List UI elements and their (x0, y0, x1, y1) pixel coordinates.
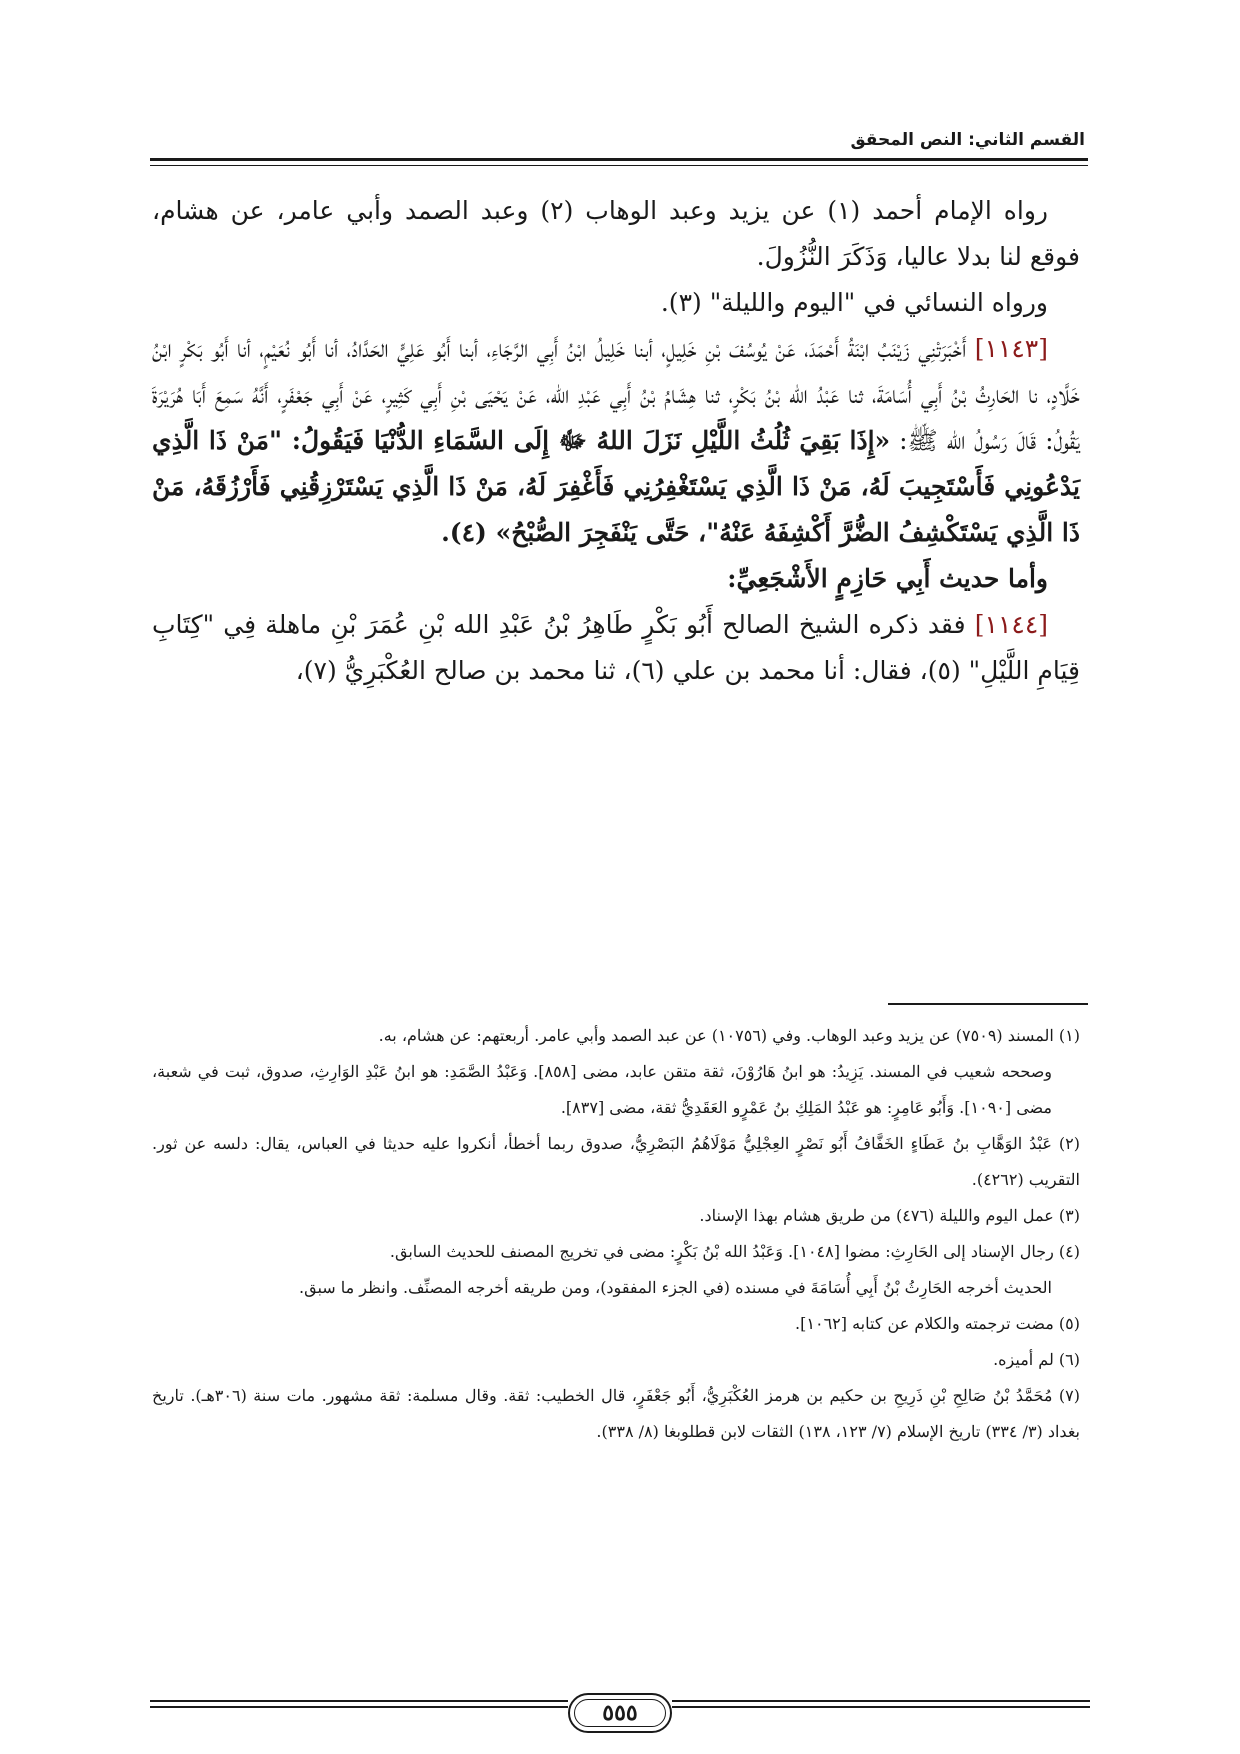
main-text (152, 188, 1080, 694)
hadith-number-1143: [١١٤٣] (974, 334, 1048, 363)
footnote-7: (٧) مُحَمَّدُ بْنُ صَالِحِ بْنِ ذَرِيحِ بن حكيم بن هرمز العُكْبَرِيُّ، أَبُو جَعْفَرٍ، قال الخطيب: ثقة. وقال مسلمة: ثقة مشهور. مات سنة (٣٠٦هـ). تاريخ بغداد (٣/ ٣٣٤) تاريخ الإسلام (٧/ ١٢٣، ١٣٨) الثقات لابن قطلوبغا (٨/ ٣٣٨). (152, 1386, 1081, 1441)
footer-rule-left-2 (150, 1706, 568, 1708)
isnad-1144: فقد ذكره الشيخ الصالح أَبُو بَكْرٍ طَاهِرُ بْنُ عَبْدِ الله بْنِ عُمَرَ بْنِ ماهلة فِي "كِتَابِ قِيَامِ اللَّيْلِ" (٥)، فقال: أنا محمد بن علي (٦)، ثنا محمد بن صالح العُكْبَرِيُّ (٧)، (152, 610, 1080, 685)
running-header: القسم الثاني: النص المحقق (850, 130, 1085, 150)
footnote-4-cont: الحديث أخرجه الحَارِثُ بْنُ أَبِي أُسَامَةَ في مسنده (في الجزء المفقود)، ومن طريقه أخرجه المصنِّف. وانظر ما سبق. (299, 1278, 1052, 1297)
page-number (568, 1693, 672, 1733)
hadith-number-1144: [١١٤٤] (974, 610, 1049, 639)
hadith-text-1143: «إِذَا بَقِيَ ثُلُثُ اللَّيْلِ نَزَلَ اللهُ ﷻ إِلَى السَّمَاءِ الدُّنْيَا فَيَقُولُ: "مَنْ ذَا الَّذِي يَدْعُونِي فَأَسْتَجِيبَ لَهُ، مَنْ ذَا الَّذِي يَسْتَغْفِرُنِي فَأَغْفِرَ لَهُ، مَنْ ذَا الَّذِي يَسْتَرْزِقُنِي فَأَرْزُقَهُ، مَنْ ذَا الَّذِي يَسْتَكْشِفُ الضُّرَّ أَكْشِفَهُ عَنْهُ"، حَتَّى يَنْفَجِرَ الصُّبْحُ» (٤). (152, 426, 1080, 547)
footnote-separator (888, 1003, 1088, 1005)
page-number-text: ٥٥٥ (602, 1700, 638, 1726)
footnotes (152, 1018, 1080, 1450)
footnote-5: (٥) مضت ترجمته والكلام عن كتابه [١٠٦٢]. (795, 1314, 1080, 1333)
paragraph-2: ورواه النسائي في "اليوم والليلة" (٣). (660, 288, 1048, 317)
footnote-2: (٢) عَبْدُ الوَهَّابِ بنُ عَطَاءٍ الخَفَّافُ أَبُو نَصْرٍ العِجْلِيُّ مَوْلَاهُمُ البَصْرِيُّ، صدوق ربما أخطأ، أنكروا عليه حديثا في العباس، يقال: دلسه عن ثور. التقريب (٤٢٦٢). (152, 1134, 1080, 1189)
section-heading: وأما حديث أَبِي حَازِمٍ الأَشْجَعِيِّ: (727, 564, 1048, 593)
footer-rule-right-2 (672, 1706, 1090, 1708)
footnote-1: (١) المسند (٧٥٠٩) عن يزيد وعبد الوهاب. وفي (١٠٧٥٦) عن عبد الصمد وأبي عامر. أربعتهم: عن هشام، به. (378, 1026, 1080, 1045)
isnad-1143: أَخْبَرَتْنِي زَيْنَبُ ابْنَةُ أَحْمَدَ، عَنْ يُوسُفَ بْنِ خَلِيلٍ، أبنا خَلِيلُ ابْنُ أَبِي الرَّجَاءِ، أبنا أَبُو عَلِيٍّ الحَدَّادُ، أنا أَبُو نُعَيْمٍ، أنا أَبُو بَكْرٍ ابْنُ خَلَّادٍ، نا الحَارِثُ بْنُ أَبِي أُسَامَةَ، ثنا عَبْدُ الله بْنُ بَكْرٍ، ثنا هِشَامُ بْنُ أَبِي عَبْدِ الله، عَنْ يَحْيَى بْنِ أَبِي كَثِيرٍ، عَنْ أَبِي جَعْفَرٍ، أَنَّهُ سَمِعَ أَبَا هُرَيْرَةَ يَقُولُ: قَالَ رَسُولُ الله ﷺ: (152, 334, 1081, 455)
footnote-3: (٣) عمل اليوم والليلة (٤٧٦) من طريق هشام بهذا الإسناد. (699, 1206, 1080, 1225)
footnote-4: (٤) رجال الإسناد إلى الحَارِثِ: مضوا [١٠٤٨]. وَعَبْدُ الله بْنُ بَكْرٍ: مضى في تخريج المصنف للحديث السابق. (389, 1242, 1080, 1261)
paragraph-1143 (152, 326, 1080, 556)
footer-rule-right-1 (672, 1700, 1090, 1702)
footnote-6: (٦) لم أميزه. (993, 1350, 1080, 1369)
header-rule-thick (150, 158, 1088, 161)
paragraph-1: رواه الإمام أحمد (١) عن يزيد وعبد الوهاب (٢) وعبد الصمد وأبي عامر، عن هشام، فوقع لنا بدلا عاليا، وَذَكَرَ النُّزُولَ. (152, 196, 1080, 271)
header-rule-thin (150, 165, 1088, 166)
paragraph-1144 (152, 602, 1080, 694)
footer-rule-left-1 (150, 1700, 568, 1702)
footnote-1-cont: وصححه شعيب في المسند. يَزِيدُ: هو ابنُ هَارُوْنَ، ثقة متقن عابد، مضى [٨٥٨]. وَعَبْدُ الصَّمَدِ: هو ابنُ عَبْدِ الوَارِثِ، صدوق، ثبت في شعبة، مضى [١٠٩٠]. وَأَبُو عَامِرٍ: هو عَبْدُ المَلِكِ بنُ عَمْرٍو العَقَدِيُّ ثقة، مضى [٨٣٧]. (152, 1062, 1052, 1117)
